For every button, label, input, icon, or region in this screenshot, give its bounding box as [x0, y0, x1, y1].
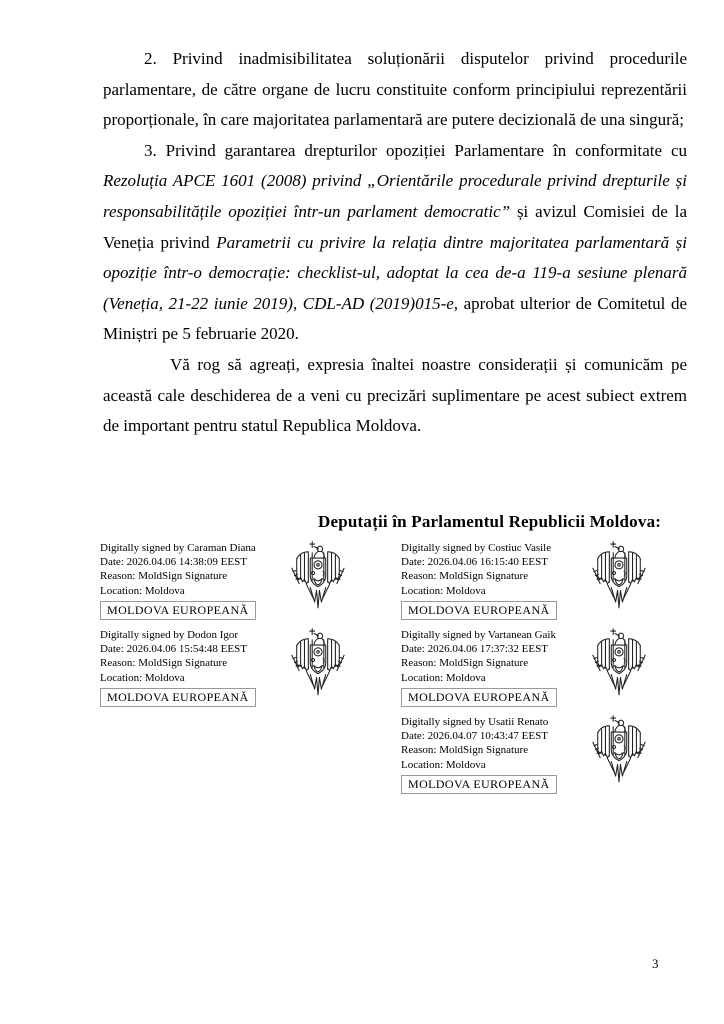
signature-block: [100, 541, 347, 620]
signature-stamp: MOLDOVA EUROPEANĂ: [401, 688, 557, 707]
signatures-heading: Deputații în Parlamentul Republicii Moldova:: [318, 512, 662, 531]
signature-date: Date: 2026.04.06 14:38:09 EEST: [100, 556, 247, 569]
moldova-coat-of-arms-icon: [590, 539, 648, 611]
text-run: 3. Privind garantarea drepturilor opoziției Parlamentare în conformitate cu: [144, 140, 687, 160]
signature-signed-by: Digitally signed by Costiuc Vasile: [401, 542, 552, 554]
signature-signed-by: Digitally signed by Vartanean Gaik: [401, 629, 556, 641]
paragraph: [103, 136, 687, 350]
signature-block: [100, 628, 347, 707]
signature-details: [100, 628, 256, 707]
signature-block: [401, 541, 648, 620]
moldova-coat-of-arms-icon: [590, 713, 648, 785]
moldova-coat-of-arms-icon: [289, 539, 347, 611]
signature-reason: Reason: MoldSign Signature: [401, 744, 529, 757]
text-run: aprobat ulterior de Comitetul de Miniștri pe 5 februarie 2020.: [103, 293, 688, 344]
text-run: Vă rog să agreați, expresia înaltei noastre considerații și comunicăm pe această cale deschiderea de a veni cu precizări suplimentare pe acest subiect extrem de important pentru statul Republica Moldova.: [103, 354, 687, 436]
signature-location: Location: Moldova: [401, 584, 486, 597]
signature-block: [401, 628, 648, 707]
signature-stamp: MOLDOVA EUROPEANĂ: [100, 688, 256, 707]
signature-stamp: MOLDOVA EUROPEANĂ: [401, 601, 557, 620]
signature-details: [401, 715, 557, 794]
signature-date: Date: 2026.04.06 17:37:32 EEST: [401, 643, 548, 656]
signature-date: Date: 2026.04.06 16:15:40 EEST: [401, 556, 548, 569]
signature-date: Date: 2026.04.06 15:54:48 EEST: [100, 643, 247, 656]
text-run: Parametrii cu privire la relația dintre majoritatea parlamentară și opoziție într-o democrație: checklist-ul, adoptat la cea de-a 119-a sesiune plenară (Veneția, 21-22 iunie 2019), CDL-AD (2019)015-e,: [103, 232, 687, 313]
signature-block: [401, 715, 648, 794]
moldova-coat-of-arms-icon: [590, 626, 648, 698]
signature-location: Location: Moldova: [100, 584, 185, 597]
signature-date: Date: 2026.04.07 10:43:47 EEST: [401, 730, 548, 743]
text-run: Rezoluția APCE 1601 (2008) privind „Orientările procedurale privind drepturile și responsabilitățile opoziției într-un parlament democratic”: [103, 171, 687, 221]
signature-details: [401, 628, 557, 707]
signature-stamp: MOLDOVA EUROPEANĂ: [100, 601, 256, 620]
paragraph: [103, 350, 687, 442]
signature-signed-by: Digitally signed by Caraman Diana: [100, 542, 256, 554]
document-body: [103, 44, 687, 442]
signature-stamp: MOLDOVA EUROPEANĂ: [401, 775, 557, 794]
signature-reason: Reason: MoldSign Signature: [100, 657, 228, 670]
signature-details: [401, 541, 557, 620]
paragraph: [103, 44, 687, 136]
signature-location: Location: Moldova: [401, 671, 486, 684]
signature-location: Location: Moldova: [401, 758, 486, 771]
signature-reason: Reason: MoldSign Signature: [401, 570, 529, 583]
text-run: și avizul Comisiei de la Veneția privind: [103, 201, 687, 252]
text-run: 2. Privind inadmisibilitatea soluționării disputelor privind procedurile parlamentare, de către organe de lucru constituite conform principiului reprezentării proporționale, în care majoritatea parlamentară are putere decizională de una singură;: [103, 49, 687, 130]
signature-signed-by: Digitally signed by Dodon Igor: [100, 629, 239, 641]
signature-location: Location: Moldova: [100, 671, 185, 684]
signature-reason: Reason: MoldSign Signature: [100, 570, 228, 583]
signature-signed-by: Digitally signed by Usatii Renato: [401, 716, 549, 728]
page-number: 3: [652, 956, 659, 971]
signature-reason: Reason: MoldSign Signature: [401, 657, 529, 670]
moldova-coat-of-arms-icon: [289, 626, 347, 698]
signature-details: [100, 541, 256, 620]
